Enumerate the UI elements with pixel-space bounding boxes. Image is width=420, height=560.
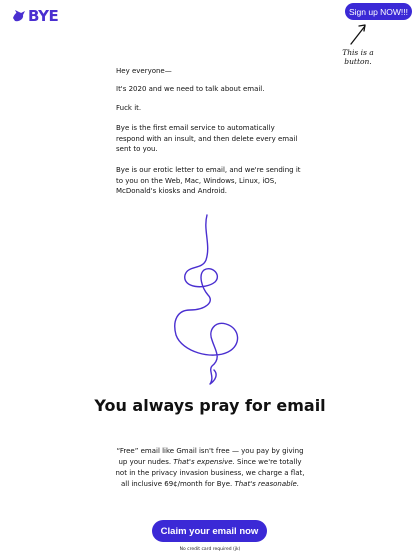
pitch-text: Since we're totally not in the privacy invasion business, we charge a flat, all inclusive 69¢/month for Bye. xyxy=(115,458,305,488)
scribble-line-art xyxy=(160,210,260,390)
letter-greeting: Hey everyone— xyxy=(116,67,172,75)
annotation-line: This is a xyxy=(342,48,374,57)
logo-text: BYE xyxy=(28,7,59,25)
pitch-emphasis: That's expensive. xyxy=(173,458,235,466)
signup-button[interactable]: Sign up NOW!!! xyxy=(345,3,412,20)
pitch-text: “Free” email like Gmail isn't free — you pay by giving up your nudes. xyxy=(116,447,304,466)
headline: You always pray for email xyxy=(94,396,326,415)
pitch-body xyxy=(112,446,308,490)
letter-paragraph: Bye is the first email service to automatically respond with an insult, and then delete every email sent to you. xyxy=(116,124,298,153)
bird-logo-icon xyxy=(12,9,26,23)
pitch-emphasis: That's reasonable. xyxy=(234,480,300,488)
button-annotation xyxy=(338,48,378,66)
letter-paragraph: It's 2020 and we need to talk about email. xyxy=(116,85,265,93)
letter-paragraph: Bye is our erotic letter to email, and we're sending it to you on the Web, Mac, Windows, Linux, iOS, McDonald's kiosks and Android. xyxy=(116,166,301,195)
logo[interactable] xyxy=(12,6,58,26)
letter-paragraph: Fuck it. xyxy=(116,104,142,112)
claim-email-button[interactable]: Claim your email now xyxy=(152,520,267,542)
annotation-line: button. xyxy=(344,57,372,66)
fine-print: No credit card required (jk) xyxy=(179,547,241,552)
hand-drawn-arrow-icon xyxy=(348,22,370,46)
